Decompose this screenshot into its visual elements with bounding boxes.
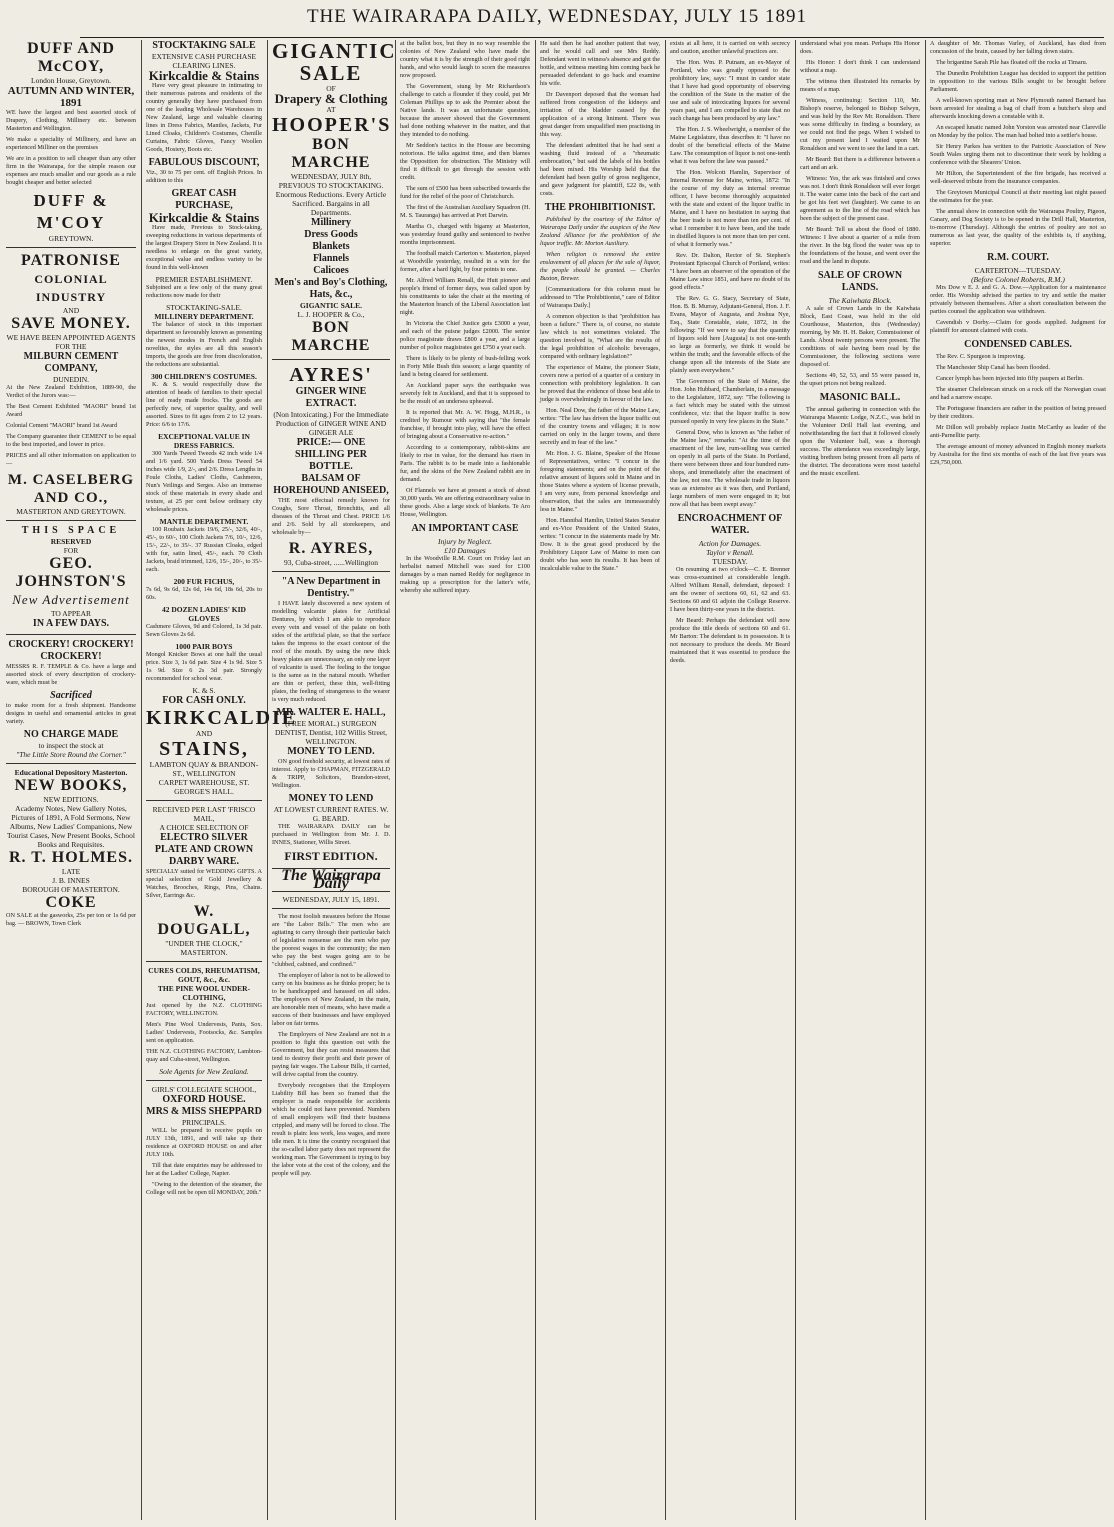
prohibitionist-sub: Published by the courtesy of the Editor of Wairarapa Daily under the auspices of the New Zealand Alliance for the prohibition of the liquor traffic. Mr. Morton Auxiliary. (540, 216, 660, 247)
of: OF (326, 84, 336, 93)
masthead-rule (80, 37, 1104, 38)
body-8: The Greytown Municipal Council at their meeting last night passed the estimates for the year. (930, 189, 1106, 204)
prohib-body-5: Mr. Hon. J. G. Blaine, Speaker of the House of Representatives, writes: "I concur in the foregoing statements; and on the point of the relative amount of liquors sold in Maine and in those States where a system of license prevails, I am very sure, from personal knowledge and observation, that the sales are immeasurably less in Maine." (540, 450, 660, 513)
pairs: 1000 PAIR BOYS (175, 642, 233, 651)
editorial-4: Everybody recognises that the Employers Liability Bill has been so framed that the employer is made responsible for accidents which he could not have prevented. Numbers of small employers will find their business crippled, and many will be forced to close. The result is plain: less work, less wages, and more idle men. It is time the country recognised that the so-called labor party does not represent the working man. The Government is trying to buy the labor vote at the cost of the colony, and the people will pay. (272, 1082, 390, 1177)
body-1: He said then he had another patient that way, and he would call and see Mrs Reddy. Defendant went in witness's absence and got the bottle, and witness meeting him coming back he persuaded defendant to go back and examine his wife. (540, 40, 660, 87)
girls: GIRLS' COLLEGIATE SCHOOL, (151, 1085, 257, 1094)
at: AT (326, 105, 336, 114)
coke-body: ON SALE at the gasworks, 25s per ton or 1s 6d per bag. — BROWN, Town Clerk (6, 912, 136, 927)
body-4: Witness, continuing: Section 110, Mr. Bishop's reserve, belonged to Bishop Selwyn, and was held by the Rev Mr. Ronaldson. There was some difficulty in finding a boundary, as we could not find the pegs. When I wished to cut my present land I waited upon Mr Ronaldson and we went to see the land in a cart. (800, 97, 920, 152)
millinery-body: The balance of stock in this important department so favourably known as presenting the newest modes in French and English novelties, the styles are all this season's imports, the goods are free from discoloration, the reductions are substantial. (146, 321, 262, 368)
wed-body: Enormous Reductions. Every Article Sacrificed. Bargains in all Departments. (275, 190, 387, 217)
body-7: Mr Beard: Tell us about the flood of 1880. Witness: I live about a quarter of a mile from the river. In the big flood the water was up to the foundations of the house, and went over the road and the land in dispute. (800, 226, 920, 265)
body-5: Rev. Dr. Dalton, Rector of St. Stephen's Protestant Episcopal Church of Portland, writes: "I have been an observer of the operation of the Maine Law since 1851, and have no doubt of its good effects." (670, 252, 790, 291)
stock-sub: EXTENSIVE CASH PURCHASE CLEARING LINES. (151, 52, 257, 70)
space-7: TO APPEAR (50, 609, 92, 618)
taylor: Taylor v Renall. (706, 548, 754, 557)
column-rule (395, 40, 396, 1520)
oxford: OXFORD HOUSE. (162, 1094, 246, 1105)
duff-sub: London House, Greytown. (31, 76, 111, 85)
damages: £10 Damages (444, 546, 486, 555)
stock-head: STOCKTAKING SALE (152, 40, 256, 51)
cable-4: The steamer Chelebrecan struck on a rock off the Norwegian coast and had a narrow escape. (930, 386, 1106, 401)
block: The Kaiwhata Block. (828, 296, 892, 305)
body-13: According to a contemporary, rabbit-skins are likely to rise in value, for the demand has risen in Paris. The rabbit is to be made into a fashionable fur, and the skins of the New Zealand rabbit are in demand. (400, 444, 530, 483)
space-5: JOHNSTON'S (15, 573, 127, 590)
cable-6: Mr Dillon will probably replace Justin McCarthy as leader of the anti-Parnellite party. (930, 424, 1106, 439)
dunedin: DUNEDIN. (52, 375, 90, 384)
kirkcaldie: Kirkcaldie & Stains (148, 68, 260, 83)
cures: CURES COLDS, RHEUMATISM, GOUT, &c., &c. (148, 966, 260, 984)
no-charge: NO CHARGE MADE (23, 729, 119, 740)
stock-body: Have very great pleasure in intimating to their numerous patrons and residents of the country generally they have purchased from one of the leading Wholesale Warehouses in New Zealand, large and valuable clearing lines in Dress Fabrics, Mantles, Jackets, Fur Lined Cloaks, Children's Costumes, Chenille Curtains, Fabric Gloves, Fancy Woollen Goods, Hosiery, Boots etc. (146, 82, 262, 153)
duff-body-3: We are in a position to sell cheaper than any other firm in the Wairarapa, for the simple reason our expenses are much smaller and our goods as a rule bought cheaper and better selected (6, 155, 136, 186)
body-9: The annual show in connection with the Wairarapa Poultry, Pigeon, Canary, and Dog Society is to be opened in the Drill Hall, Masterton, to-morrow (Thursday). Although the entries of poultry are not so numerous as last year, the quality of the exhibits is, if anything, superior. (930, 208, 1106, 247)
column-rule (267, 40, 268, 1520)
bon-marche-2: BON MARCHE (291, 319, 371, 354)
body-6: Sir Henry Parkes has written to the Patriotic Association of New South Wales urging them not to discontinue their work by holding a conference with the Shearers' Union. (930, 143, 1106, 166)
space-2: RESERVED (50, 537, 92, 546)
ginger-sub: (Non Intoxicating.) For the Immediate Production of GINGER WINE AND GINGER ALE (273, 410, 389, 437)
denture-body: I HAVE lately discovered a new system of modelling valcanite plates for Artificial Dentures, by which I am able to reproduce every vein and vessel of the palate on both sides of the artificial plate, so that the surface takes the impress to the exact contour of the roof of the mouth. By using the new thick heavy plates are unnecessary, an only one layer of vulcanite is used. The feeling to the tongue is the same as in the natural mouth. Whether are thin or perfect, these thin, well-fitting plates, the feeling of strangeness to the wearer is very much reduced. (272, 600, 390, 703)
encroachment: ENCROACHMENT OF WATER. (677, 513, 783, 536)
furs: 200 FUR FICHUS, (173, 577, 235, 586)
body-2: Dr Davenport deposed that the woman had suffered from congestion of the kidneys and irritation of the bladder caused by the application of a strong liniment. There was great danger from unqualified men practising in this way. (540, 91, 660, 138)
borough: BOROUGH OF MASTERTON. (22, 885, 120, 894)
kirkcaldie-3: KIRKCALDIE (146, 707, 298, 729)
body-4: The Hon. Wolcott Hamlin, Supervisor of Internal Revenue for Maine, writes, 1872: "In the course of my duty as internal revenue officer, I have become thoroughly acquainted with the state and extent of the liquor traffic in Maine, and I have no hesitation in saying that the beer trade is not more than ten per cent. of what I remember it to have been, and the trade in distilled liquors is not more than ten per cent. of what it formerly was." (670, 169, 790, 248)
millinery: MILLINERY DEPARTMENT. (154, 312, 254, 321)
company-note: The Company guarantee their CEMENT to be equal to the best imported, and lower in price. (6, 433, 136, 448)
men-clothing: Men's and Boy's Clothing, Hats, &c., (274, 277, 388, 300)
premier-body: Subjoined are a few only of the many great reductions now made for their (146, 284, 262, 299)
cable-7: The average amount of money advanced in English money markets by Australia for the first six months of each of the last five years was £29,750,000. (930, 443, 1106, 466)
body-2: The Government, stung by Mr Richardson's challenge to catch a flounder if they could, put Mr Coleman Phillips up to ask the Premier about the Native lands. It was an unfortunate question, because the answer showed that the Government had done nothing whatever in the matter, and that they intended to do nothing. (400, 83, 530, 138)
daily-note: THE WAIRARAPA DAILY can be purchased in Wellington from Mr. J. D. INNES, Stationer, Willis Street. (272, 823, 390, 846)
column-rule (535, 40, 536, 1520)
body-3: The Hon. J. S. Wheelwright, a member of the Maine Legislature, thus describes it: "I have no doubt of the beneficial effects of the Maine Law. The consumption of liquor is not one-tenth what it was before the law was passed." (670, 126, 790, 165)
price: PRICE:— ONE SHILLING PER BOTTLE. (295, 437, 367, 472)
stains: STAINS, (159, 738, 249, 760)
denture: "A New Department in Dentistry." (281, 576, 381, 599)
little-store: "The Little Store Round the Corner." (16, 750, 126, 759)
masthead: THE WAIRARAPA DAILY, WEDNESDAY, JULY 15 1891 (306, 6, 808, 27)
girls-body: WILL be prepared to receive pupils on JULY 13th, 1891, and will take up their residence at OXFORD HOUSE on and after JULY 10th. (146, 1127, 262, 1158)
edu: Educational Depository Masterton. (14, 768, 128, 777)
duff-name: DUFF & M'COY (33, 191, 109, 232)
editorial-1: The most foolish measures before the House are "the Labor Bills." The men who are agitating to carry through their particular batch of legislative nonsense are the men who pay the poorest wages in the community; the men who pay the best wages going are to be "clubbed, cabined, and confined." (272, 913, 390, 968)
milburn: MILBURN CEMENT COMPANY, (23, 351, 119, 374)
duff-town: GREYTOWN. (48, 234, 94, 243)
body-6: The Rev. G. G. Stacy, Secretary of State, Hon. B. B. Murray, Adjutant-General, Hon. J. F. Evans, Mayor of Augusta, and Joshua Nye, Esq., State Constable, state, 1872, in the following: "If we were to say that the quantity of liquors sold here [Augusta] is not one-tenth so large as formerly, we think it would be within the truth; and the favorable effects of the change upon all the interests of the State are plainly seen everywhere." (670, 295, 790, 374)
body-8: General Dow, who is known as "the father of the Maine law," remarks: "At the time of the enactment of the law, rum-selling was carried on openly in all parts of the State. In Portland, there were between three and four hundred rum-shops, and immediately after the enactment of the law, not one. The wholesale trade in liquors was as extensive as it was then, and Portland, large numbers of men were engaged in it; but now all that has been swept away." (670, 429, 790, 508)
divider (6, 763, 136, 764)
new-editions: NEW EDITIONS. (43, 795, 99, 804)
duff-body-2: We make a speciality of Millinery, and have an experienced Milliner on the premises (6, 136, 136, 151)
first-edition: FIRST EDITION. (284, 849, 378, 863)
premier: PREMIER ESTABLISHMENT. (155, 275, 253, 284)
mantle: MANTLE DEPARTMENT. (159, 517, 249, 526)
prohibitionist: THE PROHIBITIONIST. (544, 202, 656, 213)
body-12: It is reported that Mr. A. W. Hogg, M.H.R., is credited by Rumour with saying that "the female franchise, if brought into play, will have the effect of bringing about a Conservative re-action." (400, 409, 530, 440)
masonic-body: The annual gathering in connection with the Wairarapa Masonic Lodge, N.Z.C., was held in the Volunteer Drill Hall last evening, and notwithstanding the fact that it followed closely upon the Volunteer ball, was a thorough success. The attendance was exceedingly large, visiting brethren being present from all parts of the district. The decorations were most tasteful and the music excellent. (800, 406, 920, 477)
ayres: AYRES' (289, 364, 373, 386)
body-8: Mr. Alfred William Renall, the Hutt pioneer and people's friend of former days, was called upon by his constituents to take the chair at the meeting of the Masterton branch of the Liberal Association last night. (400, 277, 530, 316)
millinery: Millinery (311, 217, 351, 228)
cable-5: The Portuguese financiers are rather in the position of being pressed by their creditors. (930, 405, 1106, 420)
column-4 (400, 40, 530, 1520)
coke: COKE (45, 894, 97, 911)
colonial: COLONIAL INDUSTRY (34, 272, 108, 304)
masonic-ball: MASONIC BALL. (819, 392, 901, 403)
money-2: MONEY TO LEND (288, 793, 374, 804)
exhibition: At the New Zealand Exhibition, 1889-90, the Verdict of the Jurors was:— (6, 384, 136, 399)
divider (146, 961, 262, 962)
hall: MR. WALTER E. HALL, (276, 707, 386, 718)
innes: J. B. INNES (52, 876, 90, 885)
divider (146, 1080, 262, 1081)
action: Action for Damages. (698, 539, 762, 548)
costumes-body: K. & S. would respectfully draw the attention of heads of families to their special line of ready made frocks. The goods are perfectly new, of superior quality, and well assorted. Sizes to fit ages from 2 to 12 years. Price: 6/6 to 17/6. (146, 381, 262, 428)
ayres-2: R. AYRES, (288, 540, 374, 557)
inspect: to inspect the stock at (38, 741, 104, 750)
rm-body: Mrs Dow v E. J. and G. A. Dow.—Application for a maintenance order. His Worship advised the parties to try and settle the matter privately between themselves. After a short consultation between the parties counsel the application was withdrawn. (930, 284, 1106, 315)
space-4: GEO. (49, 555, 93, 572)
dougall-town: MASTERTON. (180, 948, 228, 957)
fabulous-body: Viz., 30 to 75 per cent. off English Prices. In addition to this (146, 169, 262, 184)
exceptional: EXCEPTIONAL VALUE IN DRESS FABRICS. (158, 432, 250, 450)
case-body-2: Mr Beard: Perhaps the defendant will now produce the title deeds of sections 60 and 61. Mr Barton: The defendant is in possession. It is not necessary to produce the deeds. Mr Beard maintained that it was essential to produce the deeds. (670, 617, 790, 664)
body-3: Mr Seddon's tactics in the House are becoming notorious. He talks against time, and then blames the Opposition for obstruction. The Ministry will find it difficult to get through the session with credit. (400, 142, 530, 181)
money-body: ON good freehold security, at lowest rates of interest. Apply to CHAPMAN, FITZGERALD & TRIPP, Solicitors, Brandon-street, Wellington. (272, 758, 390, 789)
paper-title: The Wairarapa Daily (272, 868, 390, 892)
divider (6, 520, 136, 521)
gigantic-sale: GIGANTIC SALE. (299, 301, 363, 310)
lambton: LAMBTON QUAY & BRANDON-ST., WELLINGTON (149, 760, 259, 778)
body-14: Of Flannels we have at present a stock of about 30,000 yards. We are offering extraordinary value in these goods. Also a large stock of blankets. Te Aro House, Wellington. (400, 487, 530, 518)
cement-2: Colonial Cement "MAORI" brand 1st Award (6, 422, 118, 429)
duff-title: DUFF AND McCOY, (27, 40, 115, 75)
pairs-body: Mongol Knicker Bows at one half the usual price. Size 3, 1s 6d pair. Size 4 1s 9d. Size 5 1s 9d. Size 6 2s 3d pair. Strongly recommended for school wear. (146, 651, 262, 682)
clock: "UNDER THE CLOCK," (165, 939, 243, 948)
column-6 (670, 40, 790, 1520)
and: AND (62, 306, 80, 315)
crockery-body-2: to make room for a fresh shipment. Handsome designs in useful and ornamental articles in great variety. (6, 702, 136, 725)
body-2: His Honor: I don't think I can understand without a map. (800, 59, 920, 74)
books-list: Academy Notes, New Gallery Notes, Pictures of 1891, A Fold Sermons, New Albums, New Ladies' Companions, New Tourist Cases, New Present Books, School Books and Requisites. (6, 804, 135, 849)
body-6: Witness: Yes, the ark was finished and cows was not. I don't think Ronaldson will ever forget it. The water came into the back of the cart and he got his feet wet (laughter). We came to an agreement as to the line of the road which has been the subject of the present case. (800, 175, 920, 222)
condensed-cables: CONDENSED CABLES. (964, 339, 1072, 350)
column-rule (141, 40, 142, 1520)
holmes: R. T. HOLMES. (9, 849, 133, 866)
divider (272, 908, 390, 909)
late: LATE (61, 867, 81, 876)
costumes: 300 CHILDREN'S COSTUMES. (151, 372, 257, 381)
sheppard: MRS & MISS SHEPPARD (146, 1106, 262, 1117)
patronise: PATRONISE (21, 252, 121, 269)
divider (272, 359, 390, 360)
great-cash: GREAT CASH PURCHASE, (171, 188, 237, 211)
flannels: Flannels (312, 253, 350, 264)
exceptional-body: 300 Yards Tweed Tweeds 42 inch wide 1/4 and 1/6 yard. 500 Yards Dress Tweed 54 inches wide 1/9, 2/-, and 2/6. Dress Lengths in Foule Cloths, Ladies' Cloths, Cashmeres, Nun's Veilings and Serges. Also an immense stock of these materials in every shade and texture, at 25 per cent below ordinary city wholesale prices. (146, 450, 262, 513)
body-3: The witness then illustrated his remarks by means of a map. (800, 78, 920, 93)
column-rule (795, 40, 796, 1520)
save-money: SAVE MONEY. (11, 315, 131, 332)
agents: WE HAVE BEEN APPOINTED AGENTS FOR THE (6, 333, 136, 351)
body-7: The football match Carterton v. Masterton, played at Woodville yesterday, resulted in a win for the former, after a hard fight, by four points to one. (400, 250, 530, 273)
ginger: GINGER WINE EXTRACT. (295, 386, 367, 409)
column-3 (272, 39, 397, 1520)
ks: K. & S. (192, 686, 216, 695)
body-9: In Victoria the Chief Justice gets £3000 a year, and each of the puisne judges £2000. The senior police magistrate draws £800 a year, and a large number of police magistrates get £750 a year each. (400, 320, 530, 351)
prohib-body-1: [Communications for this column must be addressed to "The Prohibitionist," care of Editor of Wairarapa Daily.] (540, 286, 660, 309)
fabulous: FABULOUS DISCOUNT, (148, 157, 260, 168)
girls-body-2: Till that date enquiries may be addressed to her at the Ladies' College, Napier. (146, 1162, 262, 1177)
column-8 (930, 40, 1106, 1520)
dougall: W. DOUGALL, (157, 903, 251, 938)
divider (146, 800, 262, 801)
new-books: NEW BOOKS, (14, 777, 128, 794)
crockery-body: MESSRS R. F. TEMPLE & Co. have a large and assorted stock of every description of crockery-ware, which must be (6, 663, 136, 686)
pine-body: Just opened by the N.Z. CLOTHING FACTORY, WELLINGTON. (146, 1002, 262, 1017)
prices: PRICES and all other information on application to— (6, 452, 136, 467)
money: MONEY TO LEND. (287, 746, 375, 757)
drapery: Drapery & Clothing (274, 91, 388, 106)
bon-marche: BON MARCHE (291, 136, 371, 171)
hoopers: HOOPER'S (272, 114, 392, 136)
caselberg: M. CASELBERG AND CO., (7, 472, 135, 506)
and: AND (195, 729, 213, 738)
sole-agents: Sole Agents for New Zealand. (159, 1067, 249, 1076)
furs-body: 7s 6d, 9s 6d, 12s 6d, 14s 6d, 18s 6d, 20s to 60s. (146, 586, 262, 601)
editorial-2: The employer of labor is not to be allowed to carry on his business as he thinks proper; he is to be handicapped and harassed on all sides. The employers of New Zealand, in the main, are honorable men of means, who have made a success of their businesses and have employed labor on fair terms. (272, 972, 390, 1027)
body-11: An Auckland paper says the earthquake was severely felt in Auckland, and that it is supposed to be the result of an undersea upheaval. (400, 382, 530, 405)
body-4: The sum of £500 has been subscribed towards the fund for the relief of the poor of Christchurch. (400, 185, 530, 200)
balsam-body: THE most effectual remedy known for Coughs, Sore Throat, Bronchitis, and all diseases of the Throat and Chest. PRICE 1/6 and 2/6. Sold by all storekeepers, and wholesale by— (272, 497, 390, 536)
choice: A CHOICE SELECTION OF (159, 823, 249, 832)
space-1: THIS SPACE (21, 525, 121, 536)
body-3: The defendant admitted that he had sent a washing fluid instead of a "rheumatic embrocation," but said the labels of his bottles had been mixed. His Worship held that the defendant had been guilty of gross negligence, and gave judgment for plaintiff, £22 8s, with costs. (540, 142, 660, 197)
hall-sub: (FREE MORAL.) SURGEON DENTIST, Dentist, 102 Willis Street, WELLINGTON. (274, 719, 388, 746)
cement-1: The Best Cement Exhibited "MAORI" brand 1st Award (6, 403, 136, 418)
electro-body: SPECIALLY suited for WEDDING GIFTS. A special selection of Gold Jewellery & Watches, Brooches, Rings, Pins, Chains. Silver, Earrings &c. (146, 868, 262, 899)
received: RECEIVED PER LAST 'FRISCO MAIL, (152, 805, 256, 823)
cash-only: FOR CASH ONLY. (162, 695, 246, 706)
space-3: FOR (63, 546, 79, 555)
body-6: Martha O., charged with bigamy at Masterton, was yesterday found guilty and sentenced to twelve months imprisonment. (400, 223, 530, 246)
column-1 (6, 40, 136, 1520)
space-6: New Advertisement (12, 592, 130, 607)
caselberg-town: MASTERTON AND GREYTOWN. (16, 507, 126, 516)
case-body: On resuming at two o'clock—C. E. Brenner was cross-examined at considerable length. Alfred William Renall, defendant, deposed: I am the owner of sections 60, 61, 62 and 63. Sections 60 and 61 adjoin the College Reserve. I have been thirty-one years in the district. (670, 566, 790, 613)
prohib-body-2: A common objection is that "prohibition has been a failure." There is, of course, no statute law which is not sometimes violated. The question involved is, "What are the results of the legal prohibition of alcoholic beverages, compared with ordinary legislation?" (540, 313, 660, 360)
stocktaking-sale: STOCKTAKING-SALE. (166, 303, 242, 312)
body-1: understand what you mean. Perhaps His Honor does. (800, 40, 920, 55)
prohibitionist-quote: When religion is removed the entire enslavement of all places for the sale of liquor, the people should be granted. — Charles Buxton, Brewer. (540, 251, 660, 282)
case-body: In the Woodville R.M. Court on Friday last an herbalist named Mitchell was sued for £100 damages by a man named Reddy for negligence in making up a prescription for the latter's wife, whereby she suffered injury. (400, 555, 530, 594)
tuesday: TUESDAY. (712, 557, 748, 566)
dress-goods: Dress Goods (304, 229, 358, 240)
blankets: Blankets (312, 241, 350, 252)
gloves: 42 DOZEN LADIES' KID GLOVES (162, 605, 246, 623)
gigantic: GIGANTIC SALE (272, 39, 397, 85)
divider (6, 634, 136, 635)
important-case: AN IMPORTANT CASE (411, 523, 519, 534)
editorial-3: The Employers of New Zealand are not in a position to fight this question out with the Government, but they can resist measures that tend to destroy their profit and their power of paying fair wages. The Labour Bills, if carried, will drive capital from the country. (272, 1031, 390, 1078)
money-2-body: AT LOWEST CURRENT RATES. W. G. BEARD. (273, 805, 389, 823)
body-7: The Governors of the State of Maine, the Hon. John Hubbard, Chamberlain, in a message to the Legislature, 1872, say: "The following is a fact which may be stated with the utmost confidence, viz: that the liquor traffic is now pursued openly in very few places in the State." (670, 378, 790, 425)
crockery: CROCKERY! CROCKERY! CROCKERY! (8, 639, 134, 662)
cable-2: The Manchester Ship Canal has been flooded. (936, 364, 1050, 371)
injury: Injury by Neglect. (438, 537, 492, 546)
cable-3: Cancer lymph has been injected into fifty paupers at Berlin. (936, 375, 1084, 382)
divider (6, 247, 136, 248)
clothing-body: Men's Pine Wool Undervests, Pants, Sox. Ladies' Undervests, Footsocks, &c. Samples sent on application. (146, 1021, 262, 1044)
sacrificed: Sacrificed (50, 690, 92, 701)
column-7 (800, 40, 920, 1520)
body-1: exists at all here, it is carried on with secrecy and caution, another unlawful practices are. (670, 40, 790, 55)
rm-court: R.M. COURT. (987, 252, 1049, 263)
body-5: Mr Beard: But there is a difference between a cart and an ark. (800, 156, 920, 171)
gloves-body: Cashmere Gloves, 9d and Colored, 1s 3d pair. Sewn Gloves 2s 6d. (146, 623, 262, 638)
cuba: 93, Cuba-street, ......Wellington (284, 558, 378, 567)
column-2 (146, 40, 298, 1520)
principals: PRINCIPALS. (181, 1118, 227, 1127)
rm-sub: CARTERTON—TUESDAY. (974, 266, 1062, 275)
sale-crown-lands: SALE OF CROWN LANDS. (817, 270, 903, 293)
body-1: A daughter of Mr. Thomas Varley, of Auckland, has died from concussion of the brain, caused by her falling down stairs. (930, 40, 1106, 55)
prohib-body-3: The experience of Maine, the pioneer State, covers now a period of a quarter of a century in connection with prohibitory legislation. It can be proved that the evidence of those best able to judge is overwhelmingly in favour of the law. (540, 364, 660, 403)
body-10: There is likely to be plenty of bush-felling work in Forty Mile Bush this season; a large quantity of land is being cleared for settlement. (400, 355, 530, 378)
column-5 (540, 40, 660, 1520)
column-rule (925, 40, 926, 1520)
kirk2-body: Have made, Previous to Stock-taking, sweeping reductions in various departments of the largest Drapery Store in New Zealand. It is needless to enlarge on the great variety, exceptional value and endless variety to be found in this well-known (146, 224, 262, 271)
sale-body: A sale of Crown Lands in the Kaiwhata Block, East Coast, was held in the old Courthouse, Masterton, this (Wednesday) morning, by Mr. H. H. Baker, Commissioner of Lands. About twenty persons were present. The conditions of sale having been read by the Commissioner, the following sections were disposed of. (800, 305, 920, 368)
rm-body-2: Cavendish v Dorby.—Claim for goods supplied. Judgment for plaintiff for amount claimed with costs. (930, 319, 1106, 334)
owing: "Owing to the detention of the steamer, the College will not be open till MONDAY, 20th." (146, 1181, 262, 1196)
body-3: The Dunedin Prohibition League has decided to support the petition in opposition to the various Bills sought to be brought before Parliament. (930, 70, 1106, 93)
carpet: CARPET WAREHOUSE, ST. GEORGE'S HALL. (158, 778, 250, 796)
wednesday: WEDNESDAY, JULY 8th, PREVIOUS TO STOCKTAKING. (278, 172, 384, 190)
duff-season: AUTUMN AND WINTER, 1891 (7, 85, 135, 109)
body-2: The brigantine Sarah Pile has floated off the rocks at Timaru. (936, 59, 1088, 66)
rm-before: (Before Colonel Roberts, R.M.) (971, 275, 1065, 284)
factory: THE N.Z. CLOTHING FACTORY, Lambton-quay and Cuba-street, Wellington. (146, 1048, 262, 1063)
date: WEDNESDAY, JULY 15, 1891. (282, 895, 380, 904)
cable-1: The Rev. C. Spurgeon is improving. (936, 353, 1026, 360)
kirkcaldie-2: Kirkcaldie & Stains (148, 210, 260, 225)
mantle-body: 100 Roubaix Jackets 19/6, 25/-, 32/6, 40/-, 45/-, to 60/-, 100 Cloth Jackets 7/6, 10/-, 12/6, 15/-, 22/-, to 35/-. 37 Russian Cloaks, edged with fur, satin lined, 45/-, each. 70 Cloth Jackets, braid trimmed, 12/6, 15/-, 20/-, to 35/- each. (146, 526, 262, 573)
sale-body-2: Sections 49, 52, 53, and 55 were passed in, the upset prices not being realized. (800, 372, 920, 387)
balsam: BALSAM OF HOREHOUND ANISEED, (273, 473, 389, 496)
body-5: An escaped lunatic named John Yorston was arrested near Clareville on Monday by the police. The man had bolted into a settler's house. (930, 124, 1106, 139)
duff-body: WE have the largest and best assorted stock of Drapery, Clothing, Millinery etc. between Masterton and Wellington. (6, 109, 136, 132)
prohib-body-6: Hon. Hannibal Hamlin, United States Senator and ex-Vice President of the United States, writes: "I concur in the statements made by Mr. Dow. It is the great good produced by the Prohibitory Liquor Law of Maine to men can doubt who has seen its results. It has been of incalculable value to the State." (540, 517, 660, 572)
body-5: The first of the Australian Auxiliary Squadron (H. M. S. Tauranga) has arrived at Port Darwin. (400, 204, 530, 219)
space-8: IN A FEW DAYS. (32, 618, 110, 629)
hooper-co: L. J. HOOPER & Co., (297, 310, 365, 319)
body-7: Mr Hilton, the Superintendent of the fire brigade, has received a well-deserved tribute from the insurance companies. (930, 170, 1106, 185)
calicoes: Calicoes (313, 265, 349, 276)
pine: THE PINE WOOL UNDER-CLOTHING, (157, 984, 251, 1002)
body-2: The Hon. Wm. P. Putnam, an ex-Mayor of Portland, who was greatly opposed to the prohibitory law, says: "I must in candor state that I have had good opportunity of observing the condition of the State in the matter of the use and sale of intoxicating liquors for several years past, and I am compelled to state that no such change has been produced by any law." (670, 59, 790, 122)
electro: ELECTRO SILVER PLATE AND CROWN DARBY WARE. (154, 832, 254, 867)
body-1: at the ballot box, but they in no way resemble the colonies of New Zealand who have made the country what it is by the strength of their good right hands, and who would laugh to scorn the measures now proposed. (400, 40, 530, 79)
prohib-body-4: Hon. Neal Dow, the father of the Maine Law, writes: "The law has driven the liquor traffic out of the country towns and villages; it is now carried on only in the larger towns, and there secretly and in fear of the law." (540, 407, 660, 446)
divider (272, 571, 390, 572)
body-4: A well-known sporting man at New Plymouth named Barnard has been arrested for stealing a bag of chaff from a butcher's shop and afterwards knocking down a constable with it. (930, 97, 1106, 120)
column-rule (665, 40, 666, 1520)
